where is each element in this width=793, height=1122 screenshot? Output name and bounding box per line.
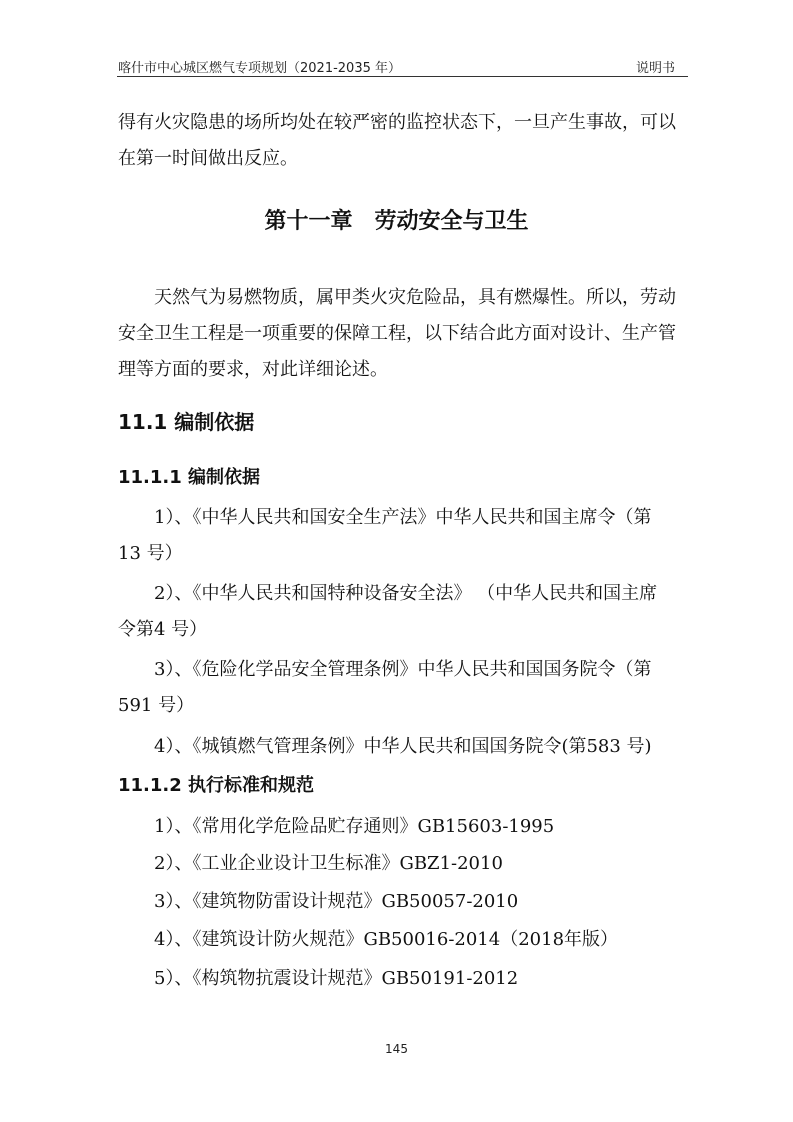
section-heading-11-1: 11.1 编制依据 [118, 410, 255, 434]
chapter-title: 第十一章 劳动安全与卫生 [264, 209, 529, 234]
header-divider [117, 76, 688, 77]
reference-item-line: 3）、《危险化学品安全管理条例》中华人民共和国国务院令（第 [154, 659, 652, 680]
reference-item-line: 591 号） [118, 695, 195, 716]
paragraph-line: 得有火灾隐患的场所均处在较严密的监控状态下，一旦产生事故，可以 [118, 112, 676, 133]
reference-item-line: 令第4 号） [118, 619, 208, 640]
standard-item: 2）、《工业企业设计卫生标准》GBZ1-2010 [154, 853, 503, 874]
section-heading-11-1-1: 11.1.1 编制依据 [118, 467, 261, 488]
standard-item: 5）、《构筑物抗震设计规范》GB50191-2012 [154, 968, 519, 989]
reference-item-line: 1）、《中华人民共和国安全生产法》中华人民共和国主席令（第 [154, 507, 652, 528]
standard-item: 1）、《常用化学危险品贮存通则》GB15603-1995 [154, 816, 555, 837]
reference-item-line: 2）、《中华人民共和国特种设备安全法》 （中华人民共和国主席 [154, 583, 658, 604]
reference-item-line: 13 号） [118, 543, 183, 564]
paragraph-line: 在第一时间做出反应。 [118, 148, 298, 169]
document-type-label: 说明书 [636, 61, 676, 76]
document-title: 喀什市中心城区燃气专项规划（2021-2035 年） [118, 61, 401, 76]
paragraph-line: 理等方面的要求，对此详细论述。 [118, 359, 388, 380]
page-number: 145 [385, 1042, 408, 1056]
reference-item-line: 4）、《城镇燃气管理条例》中华人民共和国国务院令(第583 号) [154, 736, 652, 757]
paragraph-line: 安全卫生工程是一项重要的保障工程，以下结合此方面对设计、生产管 [118, 323, 676, 344]
standard-item: 4）、《建筑设计防火规范》GB50016-2014（2018年版） [154, 929, 619, 950]
paragraph-line: 天然气为易燃物质，属甲类火灾危险品，具有燃爆性。所以，劳动 [154, 287, 676, 308]
section-heading-11-1-2: 11.1.2 执行标准和规范 [118, 775, 315, 796]
standard-item: 3）、《建筑物防雷设计规范》GB50057-2010 [154, 891, 519, 912]
